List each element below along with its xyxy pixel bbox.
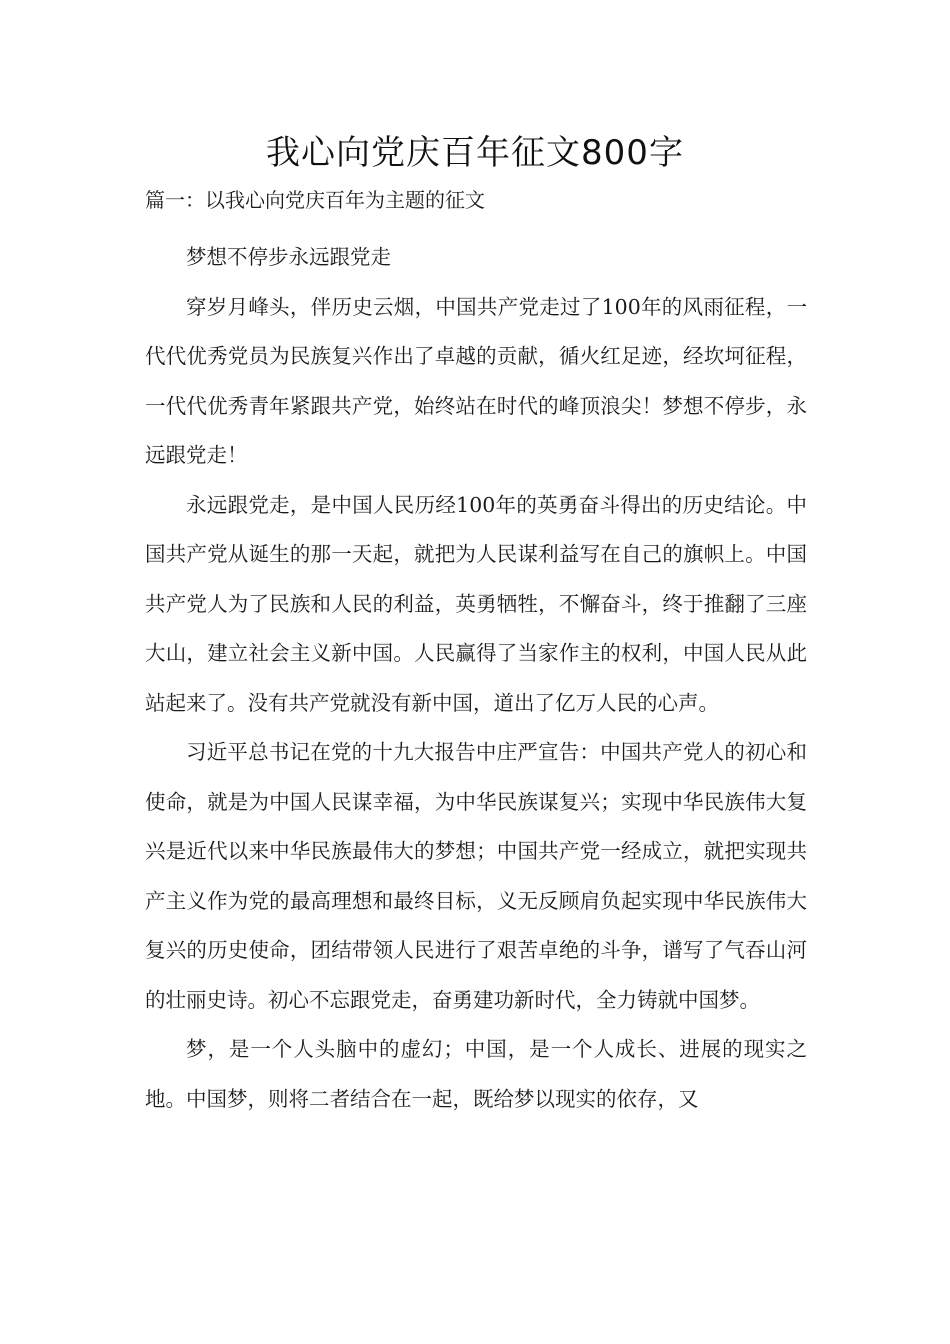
document-title: 我心向党庆百年征文800字 [266, 133, 684, 173]
paragraph: 习近平总书记在党的十九大报告中庄严宣告：中国共产党人的初心和使命，就是为中国人民谋幸福，为中华民族谋复兴；实现中华民族伟大复兴是近代以来中华民族最伟大的梦想；中国共产党一经成立，就把实现共产主义作为党的最高理想和最终目标，义无反顾肩负起实现中华民族伟大复兴的历史使命，团结带领人民进行了艰苦卓绝的斗争，谱写了气吞山河的壮丽史诗。初心不忘跟党走，奋勇建功新时代，全力铸就中国梦。 [145, 740, 807, 1012]
section-heading: 篇一：以我心向党庆百年为主题的征文 [145, 188, 485, 212]
paragraph: 永远跟党走，是中国人民历经100年的英勇奋斗得出的历史结论。中国共产党从诞生的那一天起，就把为人民谋利益写在自己的旗帜上。中国共产党人为了民族和人民的利益，英勇牺牲，不懈奋斗，终于推翻了三座大山，建立社会主义新中国。人民赢得了当家作主的权利，中国人民从此站起来了。没有共产党就没有新中国，道出了亿万人民的心声。 [145, 492, 807, 715]
paragraph: 梦，是一个人头脑中的虚幻；中国，是一个人成长、进展的现实之地。中国梦，则将二者结合在一起，既给梦以现实的依存，又 [145, 1037, 807, 1111]
document-body [145, 233, 807, 1124]
paragraph: 穿岁月峰头，伴历史云烟，中国共产党走过了100年的风雨征程，一代代优秀党员为民族复兴作出了卓越的贡献，循火红足迹，经坎坷征程，一代代优秀青年紧跟共产党，始终站在时代的峰顶浪尖！梦想不停步，永远跟党走！ [145, 294, 807, 467]
essay-subtitle: 梦想不停步永远跟党走 [186, 245, 391, 269]
